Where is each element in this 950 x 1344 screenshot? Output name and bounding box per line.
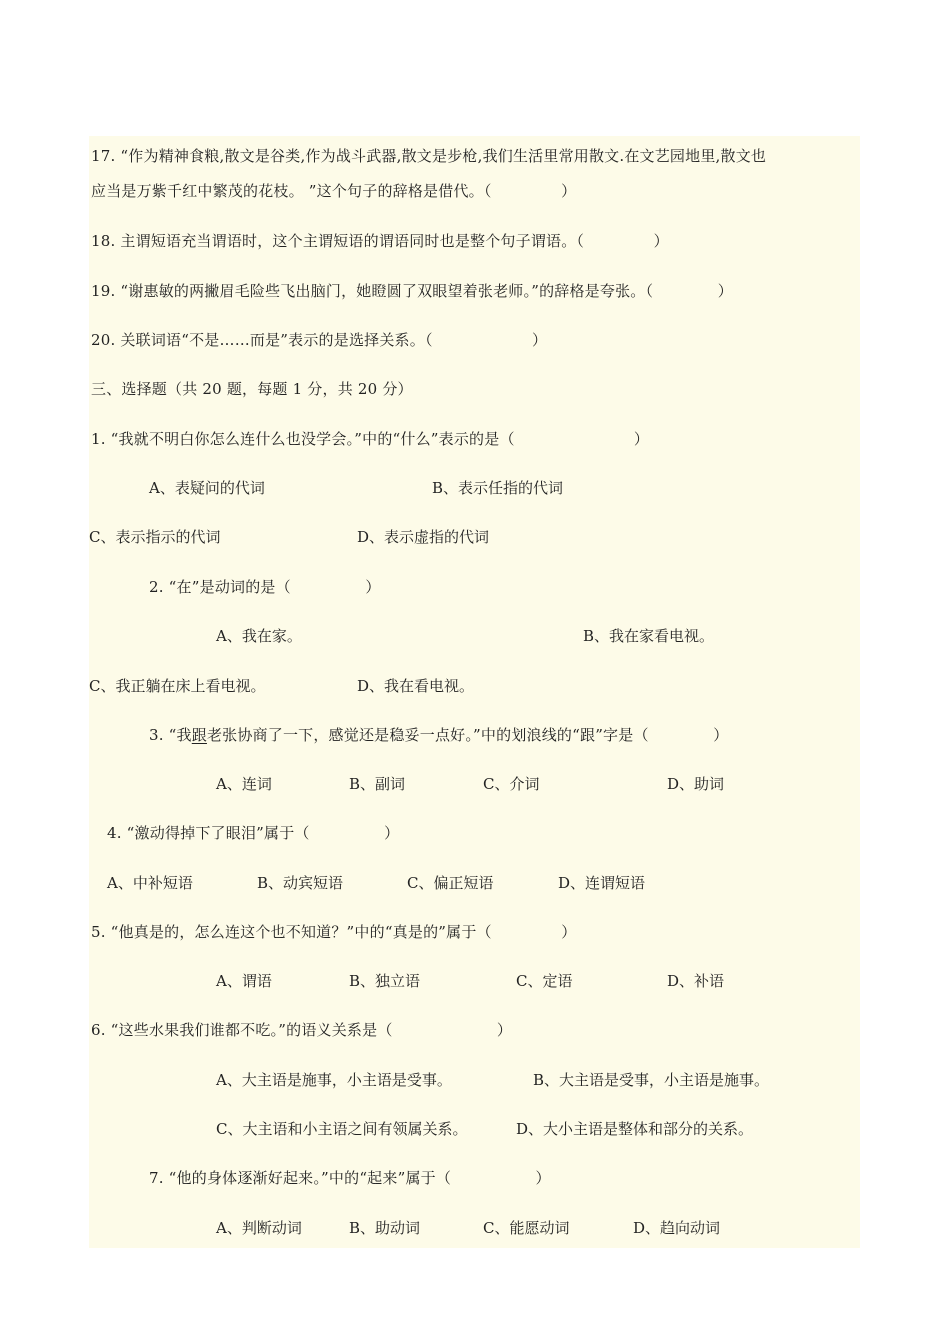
choice-7-option-a: A、判断动词 <box>216 1219 302 1237</box>
choice-6-option-a: A、大主语是施事，小主语是受事。 <box>216 1071 452 1089</box>
question-18: 18. 主谓短语充当谓语时，这个主谓短语的谓语同时也是整个句子谓语。（ ） <box>91 232 669 250</box>
question-17-line-2: 应当是万紫千红中繁茂的花枝。 ”这个句子的辞格是借代。（ ） <box>91 182 577 200</box>
question-17-line-1: 17. “作为精神食粮,散文是谷类,作为战斗武器,散文是步枪,我们生活里常用散文.在文艺园地里,散文也 <box>91 147 767 165</box>
choice-2-option-a: A、我在家。 <box>216 627 302 645</box>
choice-6-option-c: C、大主语和小主语之间有领属关系。 <box>216 1120 468 1138</box>
choice-7-option-d: D、趋向动词 <box>633 1219 721 1237</box>
choice-5-option-a: A、谓语 <box>216 972 272 990</box>
choice-3-stem-start: 3. “我 <box>149 726 192 744</box>
choice-3-option-a: A、连词 <box>216 775 272 793</box>
choice-1-option-a: A、表疑问的代词 <box>149 479 265 497</box>
choice-1-option-b: B、表示任指的代词 <box>432 479 564 497</box>
section-3-heading: 三、选择题（共 20 题，每题 1 分，共 20 分） <box>91 380 413 398</box>
choice-6-option-b: B、大主语是受事，小主语是施事。 <box>533 1071 770 1089</box>
choice-2-option-d: D、我在看电视。 <box>357 677 475 695</box>
choice-4-option-d: D、连谓短语 <box>558 874 646 892</box>
choice-1-stem: 1. “我就不明白你怎么连什么也没学会。”中的“什么”表示的是（ ） <box>91 430 650 448</box>
choice-7-stem: 7. “他的身体逐渐好起来。”中的“起来”属于（ ） <box>149 1169 551 1187</box>
choice-4-option-b: B、动宾短语 <box>257 874 344 892</box>
choice-5-option-d: D、补语 <box>667 972 725 990</box>
choice-1-option-c: C、表示指示的代词 <box>89 528 221 546</box>
choice-2-option-b: B、我在家看电视。 <box>583 627 715 645</box>
choice-5-option-c: C、定语 <box>516 972 573 990</box>
choice-3-wavy-word: 跟 <box>191 726 207 744</box>
question-20: 20. 关联词语“不是……而是”表示的是选择关系。（ ） <box>91 331 548 349</box>
choice-7-option-c: C、能愿动词 <box>483 1219 570 1237</box>
choice-6-stem: 6. “这些水果我们谁都不吃。”的语义关系是（ ） <box>91 1021 513 1039</box>
choice-2-stem: 2. “在”是动词的是（ ） <box>149 578 381 596</box>
choice-3-option-d: D、助词 <box>667 775 725 793</box>
choice-3-option-c: C、介词 <box>483 775 540 793</box>
choice-2-option-c: C、我正躺在床上看电视。 <box>89 677 266 695</box>
choice-4-option-c: C、偏正短语 <box>407 874 494 892</box>
choice-6-option-d: D、大小主语是整体和部分的关系。 <box>516 1120 754 1138</box>
choice-1-option-d: D、表示虚指的代词 <box>357 528 490 546</box>
choice-4-stem: 4. “激动得掉下了眼泪”属于（ ） <box>107 824 400 842</box>
choice-7-option-b: B、助动词 <box>349 1219 421 1237</box>
choice-5-stem: 5. “他真是的，怎么连这个也不知道？”中的“真是的”属于（ ） <box>91 923 577 941</box>
choice-3-option-b: B、副词 <box>349 775 406 793</box>
choice-4-option-a: A、中补短语 <box>107 874 193 892</box>
choice-3-stem-end: 老张协商了一下，感觉还是稳妥一点好。”中的划浪线的“跟”字是（ ） <box>206 726 729 744</box>
question-19: 19. “谢惠敏的两撇眉毛险些飞出脑门，她瞪圆了双眼望着张老师。”的辞格是夸张。（ ） <box>91 282 733 300</box>
choice-3-stem <box>149 725 728 745</box>
choice-5-option-b: B、独立语 <box>349 972 421 990</box>
